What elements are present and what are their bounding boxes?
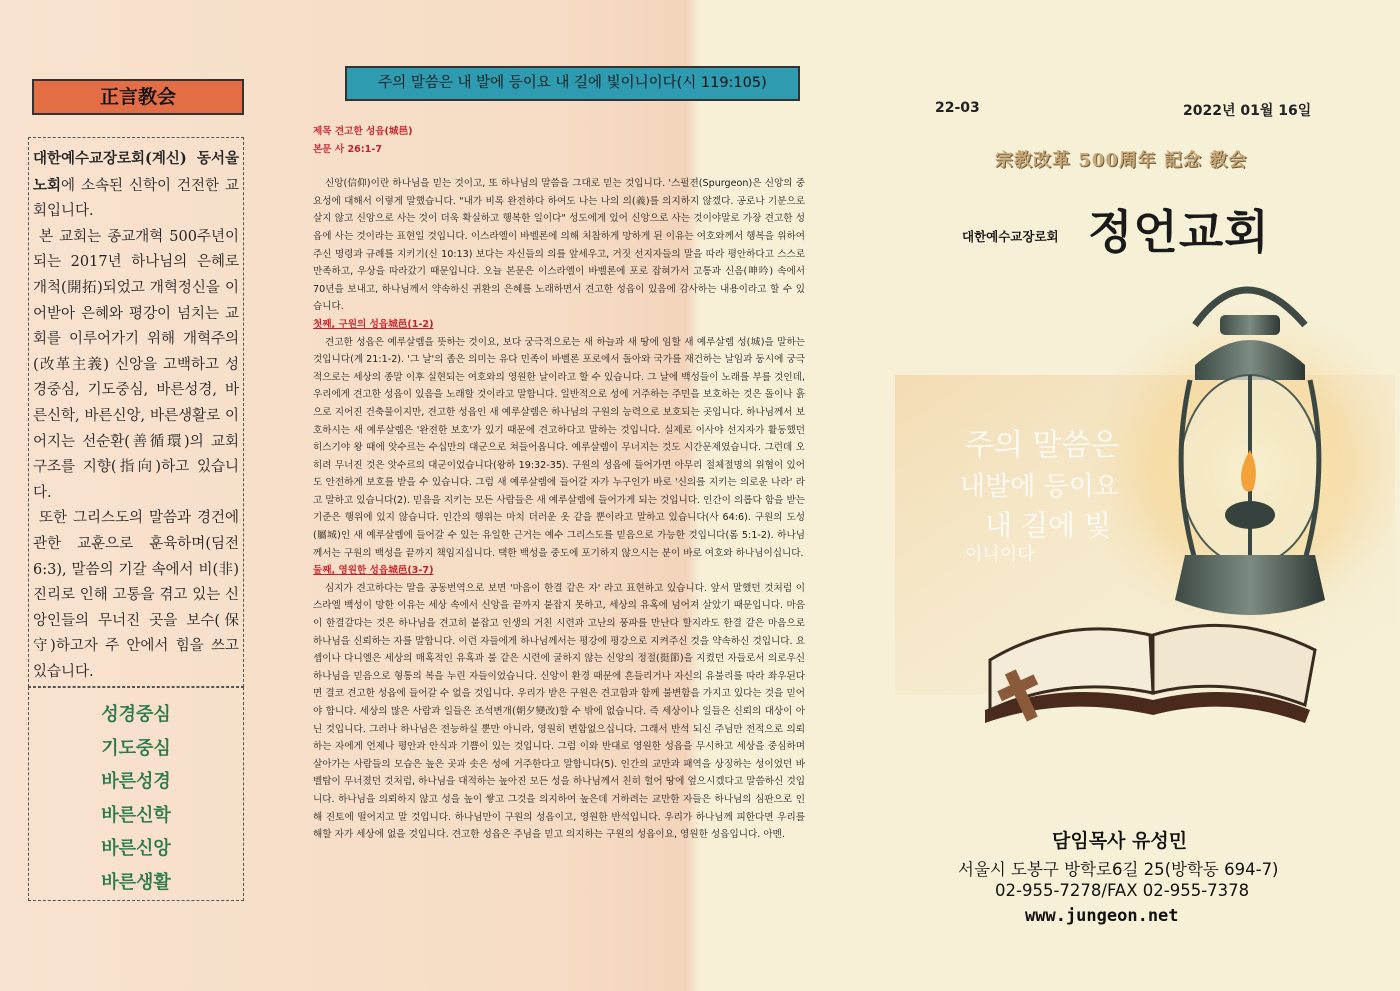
left-title-box: 正言教会 — [32, 79, 244, 115]
value-item: 바른성경 — [101, 771, 171, 792]
art-text-line-3: 내 길에 빛 — [985, 509, 1111, 542]
value-item: 바른신학 — [101, 804, 171, 826]
value-item: 기도중심 — [101, 737, 171, 759]
pastor-name: 담임목사 유성민 — [1052, 830, 1188, 852]
anniversary-subtitle: 宗教改革 500周年 記念 教会 — [995, 150, 1248, 171]
value-item: 바른생활 — [101, 871, 171, 893]
church-website-link[interactable]: www.jungeon.net — [1025, 906, 1179, 926]
sermon-intro-paragraph: 신앙(信仰)이란 하나님을 믿는 것이고, 또 하나님의 말씀을 그대로 믿는 것입니다. '스펄젼(Spurgeon)은 신앙의 중요성에 대해서 이렇게 말했습니다. "내가 비록 완전하다 하여도 나는 나의 의(義)를 의지하지 않겠다. 공로나 기분으로 살지 않고 신앙으로 사는 것이 더욱 확실하고 행복한 일이다" 성도에게 있어 신앙으로 사는 것이야말로 가장 견고한 성읍에 사는 것이라는 표현일 것입니다. 이스라엘이 바벨론에 의해 처참하게 망하게 된 이유는 여호와께서 행복을 위하여 주신 명령과 규례를 지키기(신 10:13) 보다는 자신들의 의를 앞세우고, 거짓 선지자들의 말을 따라 평안하다고 스스로 만족하고, 우상을 따라갔기 때문입니다. 오늘 본문은 이스라엘이 바벨론에 포로 잡혀가서 고통과 신음(呻吟) 속에서 70년을 보내고, 하나님께서 약속하신 귀환의 은혜를 노래하면서 견고한 성읍이 있음에 감사하는 내용이라고 할 수 있습니다. — [313, 178, 805, 313]
church-address: 서울시 도봉구 방학로6길 25(방학동 694-7) — [958, 860, 1279, 879]
sermon-section-2-title: 둘째, 영원한 성읍城邑(3-7) — [313, 565, 434, 577]
sermon-section-2-paragraph: 심지가 견고하다는 말을 공동번역으로 보면 '마음이 한결 같은 자' 라고 표현하고 있습니다. 앞서 말했던 것처럼 이스라엘 백성이 망한 이유는 세상 속에서 신앙을 끝까지 붙잡지 못하고, 세상의 유혹에 넘어져 살았기 때문입니다. 마음이 한결같다는 것은 하나님을 견고히 붙잡고 인생의 거친 시련과 고난의 풍파를 만난다 할지라도 한결 같은 마음으로 하나님을 신뢰하는 자를 말합니다. 이런 자들에게 하나님께서는 평강에 평강으로 지켜주신 것을 약속하신 것입니다. 요셉이나 다니엘은 세상의 매혹적인 유혹과 불 같은 시련에 굴하지 않는 신앙의 정절(挺節)을 지켰던 자들로서 의로우신 하나님을 믿음으로 형통의 복을 누린 자들이었습니다. 신앙이 환경 때문에 흔들리거나 자신의 유불리를 따라 좌우된다면 결코 견고한 성읍에 들어갈 수 없을 것입니다. 우리가 받은 구원은 견고함과 함께 불변함을 가지고 있다는 것을 믿어야 합니다. 세상의 많은 사람과 일들은 조석변개(朝夕變改)할 수 밖에 없습니다. 즉 세상이나 일들은 신뢰의 대상이 아닌 것입니다. 그러나 하나님은 전능하실 뿐만 아니라, 영원히 변함없으십니다. 그래서 반석 되신 주님만 전적으로 의뢰하는 자에게 언제나 평안과 안식과 기쁨이 있는 것입니다. 그럼 이와 반대로 영원한 성읍을 무시하고 세상을 중심하며 살아가는 사람들의 모습은 높은 곳과 솟은 성에 거주한다고 말합니다(5). 인간의 교만과 패역을 상징하는 성이었던 바벨탑이 무너졌던 것처럼, 하나님을 대적하는 높아진 모든 성을 하나님께서 친히 헐어 땅에 엎으시겠다고 말씀하신 것입니다. 하나님을 의뢰하지 않고 성을 높이 쌓고 그것을 의지하여 높은데 거하려는 교만한 자들은 하나님의 심판으로 인해 진토에 떨어지고 말 것입니다. 하나님만이 구원의 성읍이고, 영원한 반석입니다. 우리가 하나님께 피한다면 우리를 해할 자가 세상에 없을 것입니다. 견고한 성읍은 주님을 믿고 의지하는 구원의 성읍이요, 영원한 성읍입니다. 아멘. — [313, 582, 805, 841]
issue-number: 22-03 — [935, 100, 980, 116]
lantern-top-cap — [1220, 315, 1280, 335]
church-values-box — [28, 687, 244, 901]
church-name: 정언교회 — [1088, 205, 1270, 259]
sermon-title: 제목 견고한 성읍(城邑) — [313, 126, 413, 137]
lantern-bible-illustration — [895, 255, 1395, 725]
lantern-base — [1175, 555, 1325, 615]
art-text-line-1: 주의 말씀은 — [965, 428, 1120, 463]
intro-paragraph-2 — [33, 225, 239, 507]
art-text-line-4: 이니이다 — [965, 544, 1035, 565]
value-item: 성경중심 — [101, 704, 171, 725]
church-intro-box — [28, 137, 244, 687]
sermon-body — [313, 123, 805, 844]
intro-paragraph-3 — [33, 506, 239, 685]
sermon-text-reference: 본문 사 26:1-7 — [313, 143, 383, 155]
verse-banner: 주의 말씀은 내 발에 등이요 내 길에 빛이니이다(시 119:105) — [345, 66, 800, 101]
sermon-section-1-paragraph: 견고한 성읍은 예루살렘을 뜻하는 것이요, 보다 궁극적으로는 새 하늘과 새 땅에 임할 새 예루살렘 성(城)을 말하는 것입니다(계 21:1-2). '그 날'의 좁은 의미는 유다 민족이 바벨론 포로에서 돌아와 국가를 재건하는 날임과 동시에 궁극적으로는 세상의 종말 이후 실현되는 여호와의 영원한 날이라고 할 수 있습니다. 그 날에 백성들이 노래를 부를 것인데, 우리에게 견고한 성읍이 있음을 노래할 것이라고 말합니다. 일반적으로 성에 거주하는 주민을 보호하는 것은 돌이나 흙으로 지어진 건축물이지만, 견고한 성읍인 새 예루살렘은 하나님의 구원의 능력으로 보호되는 곳입니다. 하나님께서 보호하시는 새 예루살렘은 '완전한 보호'가 있기 때문에 견고하다고 말하는 것입니다. 실제로 이사야 선지자가 활동했던 히스기야 왕 때에 앗수르는 수십만의 대군으로 쳐들어옵니다. 예루살렘이 무너지는 것도 시간문제였습니다. 그런데 오히려 무너진 것은 앗수르의 대군이었습니다(왕하 19:32-35). 구원의 성읍에 들어가면 아무리 절체절명의 위협이 있어도 안전하게 보호를 받을 수 있습니다. 그럼 새 예루살렘에 들어갈 자가 누구인가 바로 '신의를 지키는 의로운 나라' 라고 말하고 있습니다(2). 믿음을 지키는 모든 사람들은 새 예루살렘에 들어가게 되는 것입니다. 인간이 의롭다 함을 받는 기준은 행위에 있지 않습니다. 인간의 행위는 마치 더러운 옷 같을 뿐이라고 말하고 있습니다(사 64:6). 구원의 도성(屬城)인 새 예루살렘에 들어갈 수 있는 유일한 근거는 예수 그리스도를 믿음으로 가능한 것입니다(롬 5:1-2). 하나님께서는 구원의 백성을 끝까지 책임지십니다. 택한 백성을 중도에 포기하지 않으시는 분이 바로 여호와 하나님이십니다. — [313, 336, 805, 559]
intro-paragraph-1 — [33, 146, 239, 225]
lantern-burner — [1225, 501, 1275, 529]
issue-date: 2022년 01월 16일 — [1183, 103, 1312, 119]
value-item: 바른신앙 — [101, 838, 171, 859]
art-text-line-2: 내발에 등이요 — [960, 472, 1119, 502]
church-phone-fax: 02-955-7278/FAX 02-955-7378 — [995, 881, 1250, 900]
intro-text-1: 에 소속된 신학이 건전한 교회입니다. — [33, 177, 239, 220]
intro-text-3: 또한 그리스도의 말씀과 경건에 관한 교훈으로 훈육하며(딤전 6:3), 말씀의 기갈 속에서 비(非) 진리로 인해 고통을 겪고 있는 신앙인들의 무너진 곳을 보수(保守)하고자 주 안에서 힘을 쓰고 있습니다. — [33, 510, 240, 680]
denomination-label: 대한예수교장로회 — [962, 229, 1059, 244]
intro-text-2: 본 교회는 종교개혁 500주년이 되는 2017년 하나님의 은혜로 개척(開拓)되었고 개혁정신을 이어받아 은혜와 평강이 넘치는 교회를 이루어가기 위해 개혁주의(改革主義) 신앙을 고백하고 성경중심, 기도중심, 바른성경, 바른신학, 바른신앙, 바른생활로 이어지는 선순환(善循環)의 교회 구조를 지향(指向)하고 있습니다. — [33, 228, 239, 501]
intro-denomination-bold: 대한예수교장로회(계신) 동서울 노회 — [33, 150, 239, 194]
sermon-section-1-title: 첫째, 구원의 성읍城邑(1-2) — [313, 318, 434, 330]
